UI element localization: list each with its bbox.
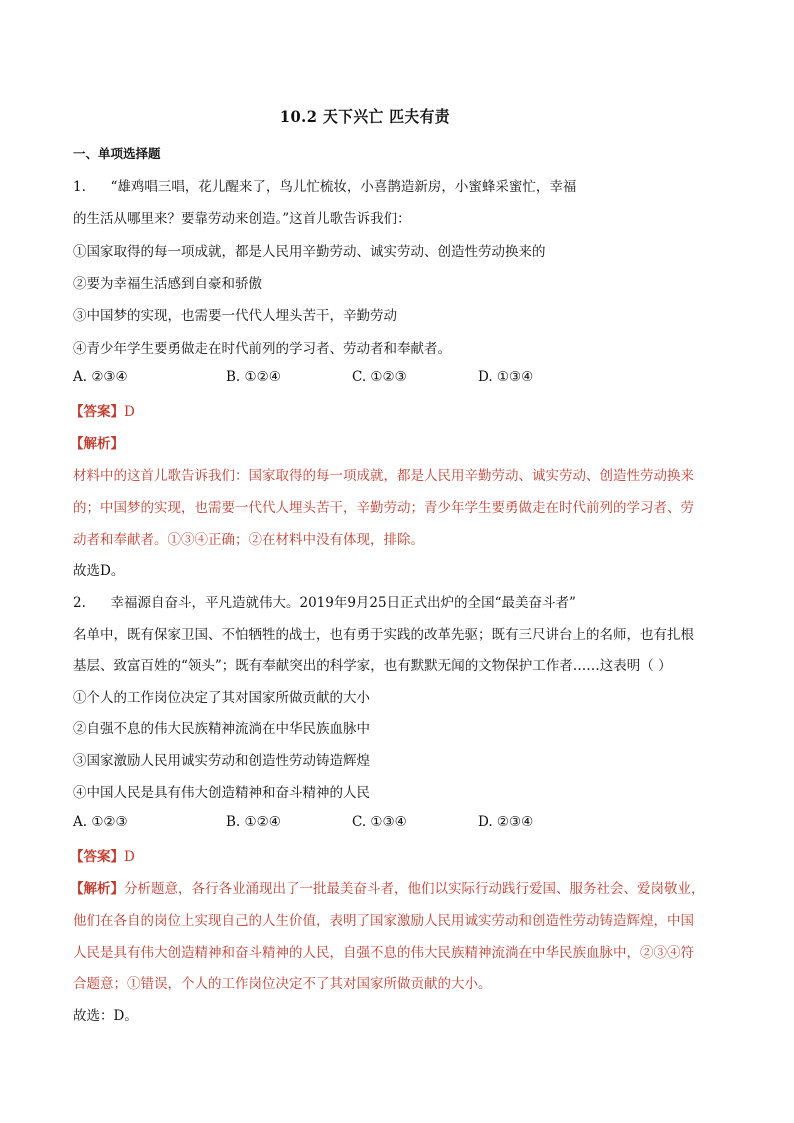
q2-answer-tag: 【答案】 <box>70 849 124 865</box>
page-title: 10.2 天下兴亡 匹夫有责 <box>279 107 450 126</box>
q2-stem-line2: 名单中，既有保家卫国、不怕牺牲的战士，也有勇于实践的改革先驱；既有三尺讲台上的名师，也有扎根 <box>73 627 694 643</box>
q1-option-b: B. ①②④ <box>226 369 281 385</box>
q2-analysis-tag: 【解析】 <box>70 881 124 897</box>
q1-analysis-line-2: 的；中国梦的实现，也需要一代代人埋头苦干，辛勤劳动；青少年学生要勇做走在时代前列的学习者、劳 <box>73 500 694 516</box>
q2-analysis-text-1: 分析题意，各行各业涌现出了一批最美奋斗者，他们以实际行动践行爱国、服务社会、爱岗敬业， <box>124 881 705 897</box>
q1-analysis-tag: 【解析】 <box>70 436 124 452</box>
section-heading: 一、单项选择题 <box>73 146 161 161</box>
q1-number: 1. <box>73 179 86 195</box>
q1-statement-4: ④青少年学生要勇做走在时代前列的学习者、劳动者和奉献者。 <box>73 341 451 357</box>
q2-stem-line3: 基层、致富百姓的“领头”；既有奉献突出的科学家，也有默默无闻的文物保护工作者……这表明（ ） <box>73 658 672 674</box>
q1-answer-line <box>70 400 135 420</box>
q1-analysis-line-1: 材料中的这首儿歌告诉我们：国家取得的每一项成就，都是人民用辛勤劳动、诚实劳动、创造性劳动换来 <box>73 468 694 484</box>
q1-option-c: C. ①②③ <box>352 369 407 385</box>
q1-stem-text-1: “雄鸡唱三唱，花儿醒来了，鸟儿忙梳妆，小喜鹊造新房，小蜜蜂采蜜忙，幸福 <box>110 179 577 195</box>
q1-option-a: A. ②③④ <box>73 369 128 385</box>
q1-answer-tag: 【答案】 <box>70 404 124 420</box>
q2-answer-line <box>70 845 135 865</box>
q2-analysis-line-2: 他们在各自的岗位上实现自己的人生价值，表明了国家激励人民用诚实劳动和创造性劳动铸造辉煌，中国 <box>73 913 694 929</box>
q2-analysis-line-3: 人民是具有伟大创造精神和奋斗精神的人民，自强不息的伟大民族精神流淌在中华民族血脉中，②③④符 <box>73 945 694 961</box>
q1-statement-3: ③中国梦的实现，也需要一代代人埋头苦干，辛勤劳动 <box>73 308 397 324</box>
q1-answer-value: D <box>124 404 135 420</box>
q1-conclusion: 故选D。 <box>73 563 125 579</box>
q2-number: 2. <box>73 595 86 611</box>
q2-statement-3: ③国家激励人民用诚实劳动和创造性劳动铸造辉煌 <box>73 753 370 769</box>
q2-conclusion: 故选：D。 <box>73 1008 138 1024</box>
q2-analysis-line-1 <box>70 877 705 897</box>
q2-stem-text-1: 幸福源自奋斗，平凡造就伟大。2019年9月25日正式出炉的全国“最美奋斗者” <box>110 595 576 611</box>
q2-analysis-line-4: 合题意；①错误，个人的工作岗位决定不了其对国家所做贡献的大小。 <box>73 976 492 992</box>
q1-stem-line2: 的生活从哪里来？要靠劳动来创造。”这首儿歌告诉我们： <box>73 211 411 227</box>
q1-stem-line1 <box>73 175 576 195</box>
q2-statement-1: ①个人的工作岗位决定了其对国家所做贡献的大小 <box>73 690 370 706</box>
q2-option-b: B. ①②④ <box>226 814 281 830</box>
q1-analysis-tag-line <box>70 432 124 452</box>
q1-statement-1: ①国家取得的每一项成就，都是人民用辛勤劳动、诚实劳动、创造性劳动换来的 <box>73 244 546 260</box>
q2-stem-line1 <box>73 591 576 611</box>
q2-option-d: D. ②③④ <box>478 814 534 830</box>
q1-statement-2: ②要为幸福生活感到自豪和骄傲 <box>73 276 262 292</box>
q1-analysis-line-3: 动者和奉献者。①③④正确；②在材料中没有体现，排除。 <box>73 532 424 548</box>
q2-answer-value: D <box>124 849 135 865</box>
q2-statement-4: ④中国人民是具有伟大创造精神和奋斗精神的人民 <box>73 785 370 801</box>
q2-statement-2: ②自强不息的伟大民族精神流淌在中华民族血脉中 <box>73 721 370 737</box>
q1-option-d: D. ①③④ <box>478 369 534 385</box>
q2-option-a: A. ①②③ <box>73 814 128 830</box>
q2-option-c: C. ①③④ <box>352 814 407 830</box>
